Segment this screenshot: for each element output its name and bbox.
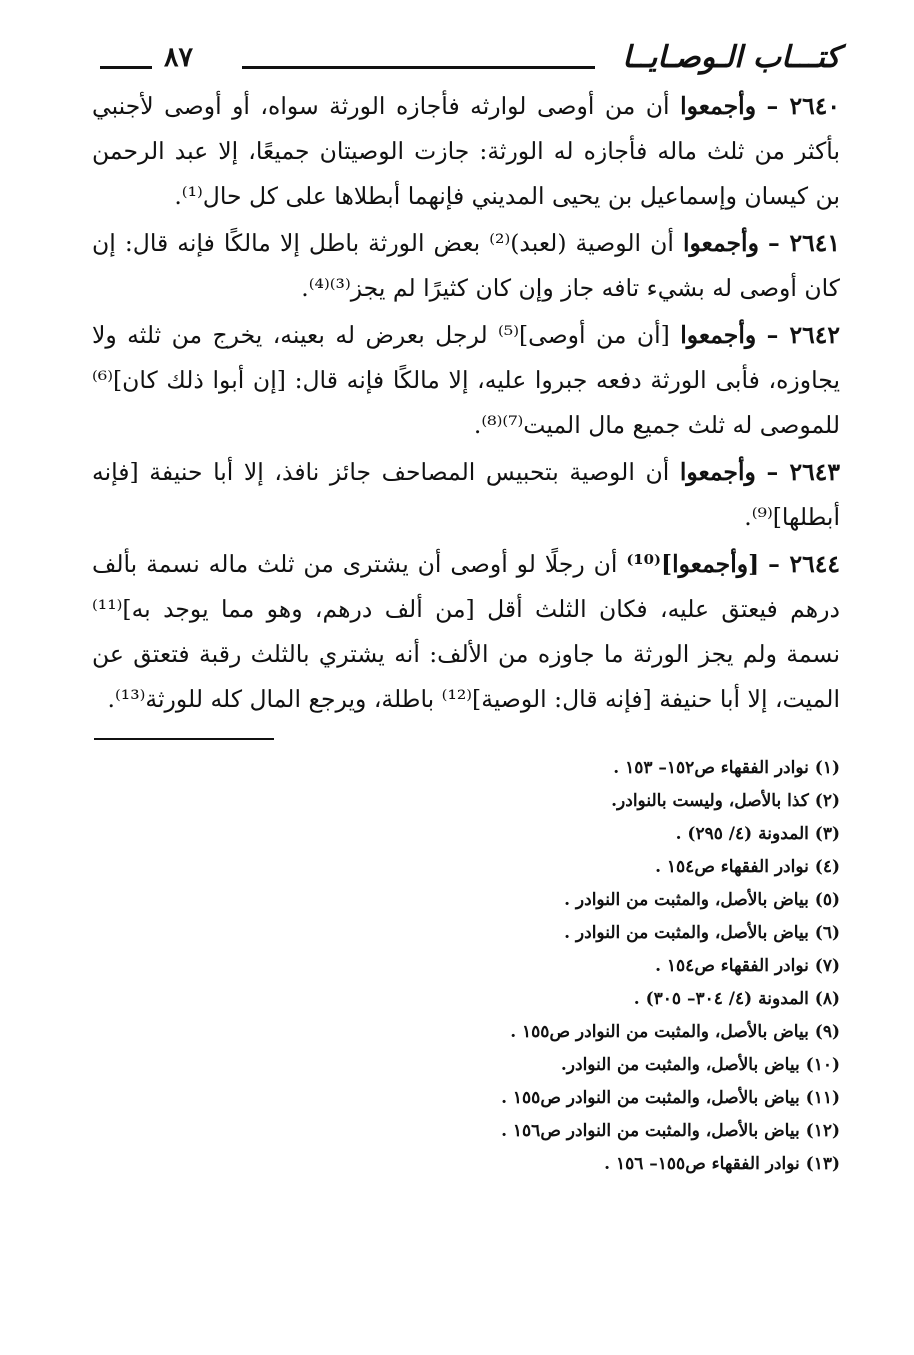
page	[92, 40, 840, 1181]
entry-keyword: وأجمعوا	[682, 229, 759, 257]
footnotes	[92, 752, 840, 1181]
entry-number: ٢٦٤٠ –	[766, 92, 840, 120]
footnote-11: (١١) بياض بالأصل، والمثبت من النوادر ص١٥٥ .	[501, 1088, 840, 1108]
footnote-7: (٧) نوادر الفقهاء ص١٥٤ .	[655, 956, 840, 976]
footnote-3: (٣) المدونة (٤/ ٢٩٥) .	[675, 824, 840, 844]
entry-2640	[92, 84, 840, 219]
footnote-9: (٩) بياض بالأصل، والمثبت من النوادر ص١٥٥ .	[510, 1022, 840, 1042]
running-header	[92, 40, 840, 84]
entry-number: ٢٦٤٤ –	[768, 550, 840, 578]
footnote-2: (٢) كذا بالأصل، وليست بالنوادر.	[611, 791, 840, 811]
footnote-13: (١٣) نوادر الفقهاء ص١٥٥– ١٥٦ .	[604, 1154, 840, 1174]
entry-2644	[92, 542, 840, 722]
entry-text: أن الوصية (لعبد)⁽²⁾ بعض الورثة باطل إلا مالكًا فإنه قال: إن كان أوصى له بشيء تافه جاز وإن كان كثيرًا لم يجز⁽³⁾⁽⁴⁾.	[92, 229, 840, 302]
entry-keyword: وأجمعوا	[680, 92, 757, 120]
footnote-4: (٤) نوادر الفقهاء ص١٥٤ .	[655, 857, 840, 877]
chapter-title: كتـــاب الـوصـايــا	[622, 40, 840, 75]
footnote-5: (٥) بياض بالأصل، والمثبت من النوادر .	[564, 890, 840, 910]
footnote-1: (١) نوادر الفقهاء ص١٥٢– ١٥٣ .	[613, 758, 840, 778]
entry-text: أن الوصية بتحبيس المصاحف جائز نافذ، إلا أبا حنيفة [فإنه أبطلها]⁽⁹⁾.	[92, 458, 840, 531]
entry-number: ٢٦٤٢ –	[766, 321, 840, 349]
header-rule-short	[100, 66, 152, 69]
header-rule-long	[242, 66, 595, 69]
entry-text: أن من أوصى لوارثه فأجازه الورثة سواه، أو أوصى لأجنبي بأكثر من ثلث ماله فأجازه له الورثة: جازت الوصيتان جميعًا، إلا عبد الرحمن بن كيسان وإسماعيل بن يحيى المديني فإنهما أبطلاها على كل حال⁽¹⁾.	[92, 92, 840, 210]
entry-number: ٢٦٤١ –	[768, 229, 841, 257]
footnote-separator	[94, 738, 274, 740]
entry-keyword: وأجمعوا	[680, 321, 757, 349]
entry-2641	[92, 221, 840, 311]
entry-keyword: [وأجمعوا]⁽¹⁰⁾	[626, 550, 760, 578]
page-number: ٨٧	[164, 42, 194, 73]
footnote-6: (٦) بياض بالأصل، والمثبت من النوادر .	[564, 923, 840, 943]
entry-text: [أن من أوصى]⁽⁵⁾ لرجل بعرض له بعينه، يخرج من ثلثه ولا يجاوزه، فأبى الورثة دفعه جبروا عليه، إلا مالكًا فإنه قال: [إن أبوا ذلك كان]⁽⁶⁾ للموصى له ثلث جميع مال الميت⁽⁷⁾⁽⁸⁾.	[92, 321, 840, 439]
footnote-12: (١٢) بياض بالأصل، والمثبت من النوادر ص١٥٦ .	[501, 1121, 840, 1141]
footnote-10: (١٠) بياض بالأصل، والمثبت من النوادر.	[560, 1055, 840, 1075]
entry-text: أن رجلًا لو أوصى أن يشترى من ثلث ماله نسمة بألف درهم فيعتق عليه، فكان الثلث أقل [من ألف درهم، وهو مما يوجد به]⁽¹¹⁾ نسمة ولم يجز الورثة ما جاوزه من الألف: أنه يشتري بالثلث رقبة فتعتق عن الميت، إلا أبا حنيفة [فإنه قال: الوصية]⁽¹²⁾ باطلة، ويرجع المال كله للورثة⁽¹³⁾.	[92, 550, 840, 713]
entry-keyword: وأجمعوا	[679, 458, 756, 486]
entry-number: ٢٦٤٣ –	[766, 458, 840, 486]
main-text	[92, 84, 840, 722]
footnote-8: (٨) المدونة (٤/ ٣٠٤– ٣٠٥) .	[633, 989, 840, 1009]
entry-2643	[92, 450, 840, 540]
entry-2642	[92, 313, 840, 448]
